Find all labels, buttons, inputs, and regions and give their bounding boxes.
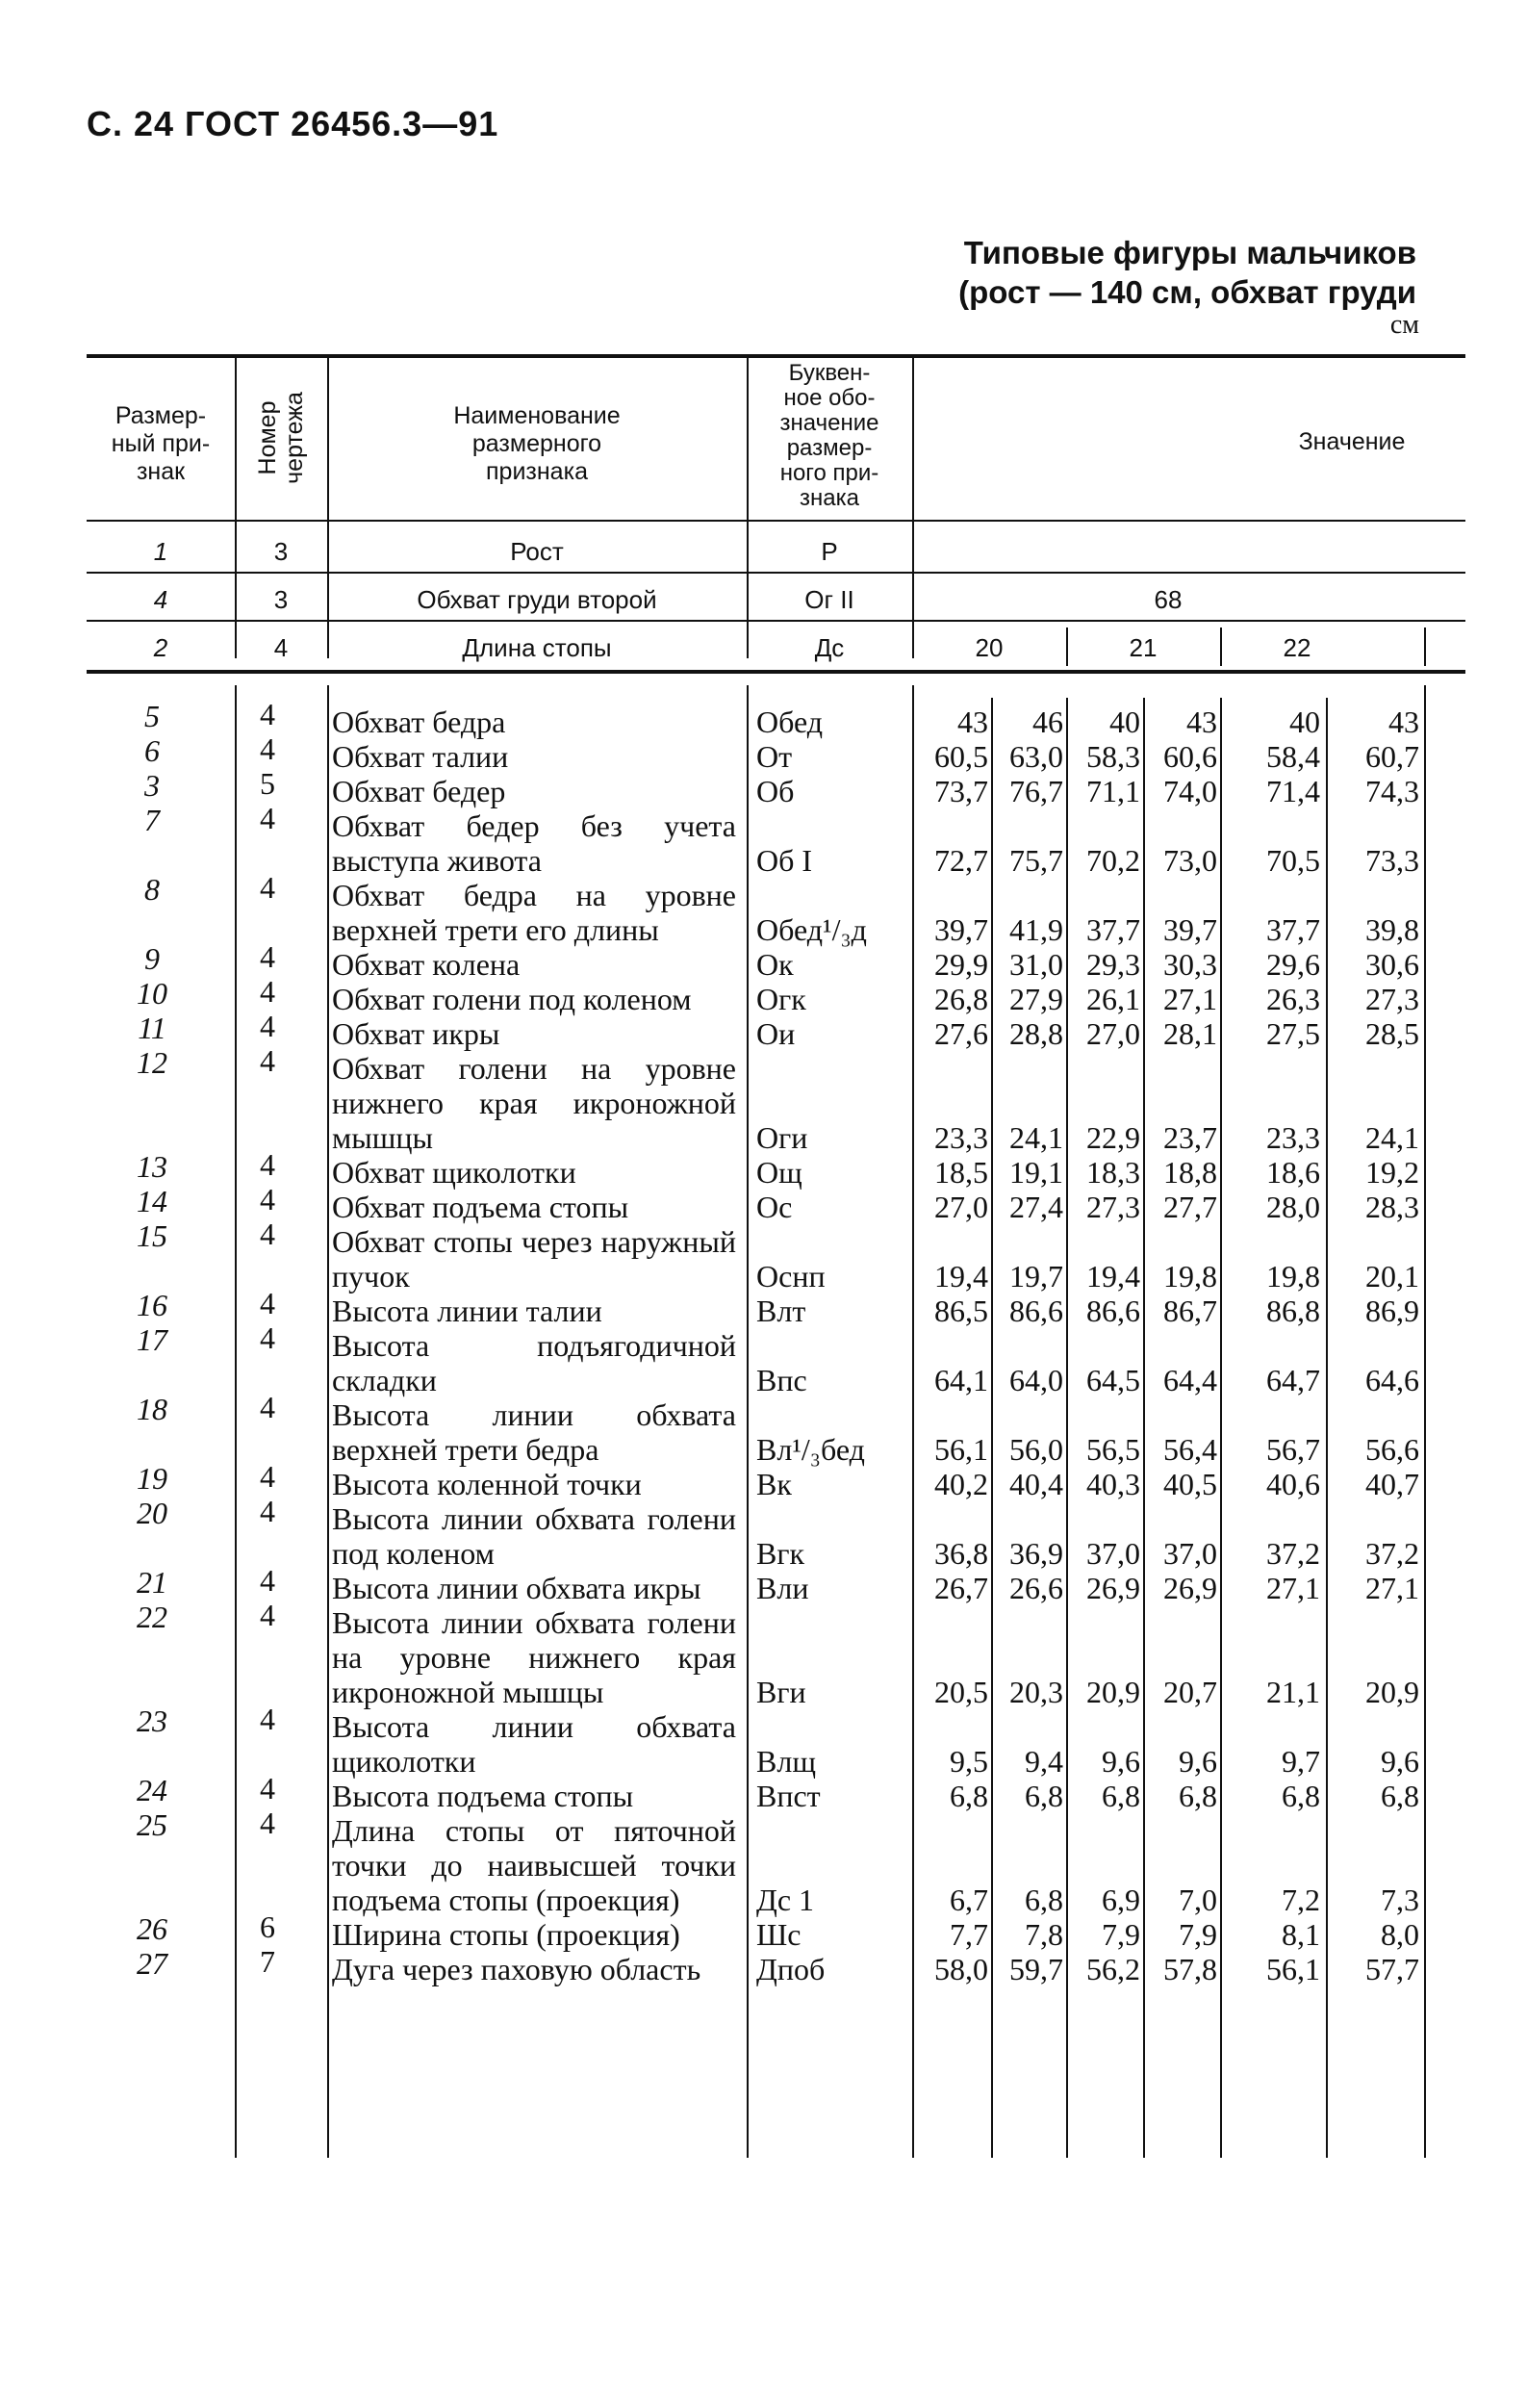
row-value: 9,6 (1102, 1744, 1140, 1779)
row-code: Вгк (756, 1536, 805, 1571)
row-number: 25 (137, 1807, 167, 1842)
row-number: 7 (144, 803, 160, 837)
row-value: 86,6 (1009, 1294, 1063, 1328)
row-value: 27,1 (1266, 1571, 1320, 1605)
row-number: 6 (144, 733, 160, 768)
row-value: 28,5 (1365, 1016, 1419, 1051)
row-drawing: 4 (260, 1702, 275, 1736)
row-value: 9,4 (1025, 1744, 1063, 1779)
body-divider (1424, 685, 1426, 2158)
row-name: Высота линии обхвата верхней трети бедра (332, 1397, 736, 1467)
row-name: Обхват бедра на уровне верхней трети его длины (332, 878, 736, 947)
row-value: 18,5 (934, 1155, 988, 1190)
row-value: 20,5 (934, 1675, 988, 1709)
row-value: 26,9 (1163, 1571, 1217, 1605)
row-value: 58,3 (1086, 739, 1140, 774)
param-value: 22 (1283, 633, 1311, 662)
row-code: Оги (756, 1120, 808, 1155)
row-value: 86,9 (1365, 1294, 1419, 1328)
row-code: Впс (756, 1363, 807, 1397)
row-drawing: 4 (260, 1459, 275, 1494)
row-value: 7,3 (1381, 1883, 1419, 1917)
row-value: 56,0 (1009, 1432, 1063, 1467)
table-caption (958, 233, 1416, 312)
row-number: 27 (137, 1946, 167, 1981)
row-value: 63,0 (1009, 739, 1063, 774)
row-name: Обхват бедер (332, 774, 506, 808)
row-value: 70,2 (1086, 843, 1140, 878)
row-code: Влщ (756, 1744, 816, 1779)
row-code: Об (756, 774, 795, 808)
row-value: 8,0 (1381, 1917, 1419, 1952)
row-number: 14 (137, 1184, 167, 1218)
row-value: 6,8 (1025, 1883, 1063, 1917)
row-value: 40,5 (1163, 1467, 1217, 1501)
param-number: 2 (153, 633, 168, 662)
row-value: 26,8 (934, 982, 988, 1016)
header-col-drawing (235, 361, 327, 515)
caption-line-2: (рост — 140 см, обхват груди (958, 274, 1416, 310)
row-number: 19 (137, 1461, 167, 1496)
row-value: 21,1 (1266, 1675, 1320, 1709)
row-value: 26,9 (1086, 1571, 1140, 1605)
row-value: 40 (1109, 704, 1140, 739)
row-value: 19,4 (934, 1259, 988, 1294)
row-value: 64,5 (1086, 1363, 1140, 1397)
param-code: Дс (814, 633, 845, 662)
param-drawing: 4 (273, 633, 289, 662)
row-drawing: 4 (260, 870, 275, 905)
row-value: 19,1 (1009, 1155, 1063, 1190)
row-value: 8,1 (1282, 1917, 1320, 1952)
row-value: 86,7 (1163, 1294, 1217, 1328)
row-drawing: 4 (260, 1147, 275, 1182)
row-value: 36,8 (934, 1536, 988, 1571)
row-value: 28,0 (1266, 1190, 1320, 1224)
row-value: 9,6 (1381, 1744, 1419, 1779)
row-number: 8 (144, 872, 160, 907)
row-value: 28,3 (1365, 1190, 1419, 1224)
row-code: Вл¹/₃бед (756, 1432, 865, 1467)
row-value: 86,5 (934, 1294, 988, 1328)
row-value: 60,6 (1163, 739, 1217, 774)
row-value: 9,7 (1282, 1744, 1320, 1779)
row-drawing: 4 (260, 1217, 275, 1251)
param-number: 1 (153, 537, 168, 566)
row-value: 27,6 (934, 1016, 988, 1051)
row-value: 19,7 (1009, 1259, 1063, 1294)
row-code: Ос (756, 1190, 793, 1224)
row-value: 64,0 (1009, 1363, 1063, 1397)
row-drawing: 4 (260, 974, 275, 1009)
row-value: 74,3 (1365, 774, 1419, 808)
row-code: Впст (756, 1779, 821, 1813)
row-drawing: 7 (260, 1944, 275, 1979)
row-value: 19,8 (1266, 1259, 1320, 1294)
row-value: 23,7 (1163, 1120, 1217, 1155)
row-value: 56,7 (1266, 1432, 1320, 1467)
row-value: 6,8 (1102, 1779, 1140, 1813)
header-final-rule (87, 670, 1465, 674)
row-value: 56,1 (1266, 1952, 1320, 1986)
row-number: 9 (144, 941, 160, 976)
row-value: 74,0 (1163, 774, 1217, 808)
row-code: Дс 1 (756, 1883, 815, 1917)
row-name: Высота линии талии (332, 1294, 602, 1328)
row-value: 6,8 (1025, 1779, 1063, 1813)
row-value: 27,9 (1009, 982, 1063, 1016)
row-drawing: 4 (260, 731, 275, 766)
row-drawing: 4 (260, 1806, 275, 1840)
row-number: 10 (137, 976, 167, 1011)
row-value: 40,6 (1266, 1467, 1320, 1501)
row-name: Высота линии обхвата голени под коленом (332, 1501, 736, 1571)
param-drawing: 3 (273, 585, 289, 614)
row-name: Высота подъема стопы (332, 1779, 634, 1813)
row-value: 29,9 (934, 947, 988, 982)
param-code: Р (821, 537, 838, 566)
row-number: 16 (137, 1288, 167, 1322)
row-value: 28,8 (1009, 1016, 1063, 1051)
row-value: 18,3 (1086, 1155, 1140, 1190)
row-value: 20,7 (1163, 1675, 1217, 1709)
row-value: 72,7 (934, 843, 988, 878)
row-number: 17 (137, 1322, 167, 1357)
header-col-drawing-label: Номер чертежа (254, 392, 308, 484)
row-drawing: 4 (260, 1390, 275, 1424)
row-value: 43 (1388, 704, 1419, 739)
param-number: 4 (153, 585, 168, 614)
row-code: Об I (756, 843, 813, 878)
header-col-value: Значение (1298, 428, 1406, 455)
row-code: Ои (756, 1016, 796, 1051)
body-divider (327, 685, 329, 2158)
row-value: 57,7 (1365, 1952, 1419, 1986)
row-value: 27,4 (1009, 1190, 1063, 1224)
row-value: 37,0 (1163, 1536, 1217, 1571)
row-value: 56,1 (934, 1432, 988, 1467)
header-col-name: Наименование размерного признака (453, 402, 621, 485)
row-drawing: 4 (260, 1009, 275, 1043)
body-divider (1143, 698, 1145, 2158)
row-value: 27,1 (1365, 1571, 1419, 1605)
row-value: 20,3 (1009, 1675, 1063, 1709)
row-value: 86,8 (1266, 1294, 1320, 1328)
row-value: 58,4 (1266, 739, 1320, 774)
row-value: 26,3 (1266, 982, 1320, 1016)
row-value: 39,7 (1163, 912, 1217, 947)
row-value: 9,6 (1179, 1744, 1217, 1779)
row-code: Влт (756, 1294, 806, 1328)
row-value: 23,3 (934, 1120, 988, 1155)
row-value: 31,0 (1009, 947, 1063, 982)
row-number: 18 (137, 1392, 167, 1426)
row-number: 20 (137, 1496, 167, 1530)
row-value: 20,9 (1086, 1675, 1140, 1709)
row-value: 37,2 (1365, 1536, 1419, 1571)
param-drawing: 3 (273, 537, 289, 566)
body-divider (991, 698, 993, 2158)
body-divider (1066, 698, 1068, 2158)
row-value: 56,6 (1365, 1432, 1419, 1467)
row-name: Обхват колена (332, 947, 521, 982)
row-value: 39,7 (934, 912, 988, 947)
row-drawing: 6 (260, 1909, 275, 1944)
row-name: Высота подъягодичной складки (332, 1328, 736, 1397)
row-value: 40,4 (1009, 1467, 1063, 1501)
row-value: 6,8 (1282, 1779, 1320, 1813)
row-value: 58,0 (934, 1952, 988, 1986)
row-value: 73,3 (1365, 843, 1419, 878)
row-value: 27,0 (934, 1190, 988, 1224)
row-value: 27,3 (1365, 982, 1419, 1016)
row-name: Обхват голени на уровне нижнего края икроножной мышцы (332, 1051, 736, 1155)
row-name: Высота линии обхвата голени на уровне нижнего края икроножной мышцы (332, 1605, 736, 1709)
header-bottom-rule (87, 520, 1465, 522)
row-name: Дуга через паховую область (332, 1952, 701, 1986)
row-code: Обед (756, 704, 824, 739)
row-code: Дпоб (756, 1952, 826, 1986)
row-value: 6,8 (1381, 1779, 1419, 1813)
row-drawing: 4 (260, 1320, 275, 1355)
row-value: 7,7 (950, 1917, 988, 1952)
row-value: 75,7 (1009, 843, 1063, 878)
row-value: 7,9 (1102, 1917, 1140, 1952)
row-code: Огк (756, 982, 806, 1016)
row-value: 70,5 (1266, 843, 1320, 878)
row-name: Обхват талии (332, 739, 509, 774)
row-name: Ширина стопы (проекция) (332, 1917, 680, 1952)
row-value: 24,1 (1365, 1120, 1419, 1155)
row-code: Вк (756, 1467, 792, 1501)
row-code: Вги (756, 1675, 806, 1709)
row-value: 27,7 (1163, 1190, 1217, 1224)
row-value: 30,3 (1163, 947, 1217, 982)
row-value: 64,1 (934, 1363, 988, 1397)
row-value: 56,2 (1086, 1952, 1140, 1986)
param-value-divider (1424, 628, 1426, 666)
header-col-number: Размер- ный при- знак (111, 402, 211, 485)
row-value: 6,7 (950, 1883, 988, 1917)
row-value: 30,6 (1365, 947, 1419, 982)
param-value: 20 (975, 633, 1004, 662)
row-name: Обхват подъема стопы (332, 1190, 629, 1224)
row-drawing: 4 (260, 1494, 275, 1528)
row-value: 37,7 (1086, 912, 1140, 947)
row-value: 20,1 (1365, 1259, 1419, 1294)
row-name: Высота линии обхвата икры (332, 1571, 701, 1605)
row-value: 7,2 (1282, 1883, 1320, 1917)
row-drawing: 4 (260, 1182, 275, 1217)
row-value: 71,4 (1266, 774, 1320, 808)
row-value: 6,9 (1102, 1883, 1140, 1917)
param-value: 68 (1154, 585, 1183, 614)
row-value: 64,7 (1266, 1363, 1320, 1397)
row-value: 60,5 (934, 739, 988, 774)
row-value: 26,7 (934, 1571, 988, 1605)
param-row-rule (87, 572, 1465, 574)
row-value: 27,1 (1163, 982, 1217, 1016)
row-value: 7,0 (1179, 1883, 1217, 1917)
row-value: 29,6 (1266, 947, 1320, 982)
body-divider (235, 685, 237, 2158)
row-value: 59,7 (1009, 1952, 1063, 1986)
row-drawing: 4 (260, 939, 275, 974)
row-value: 73,0 (1163, 843, 1217, 878)
row-number: 22 (137, 1600, 167, 1634)
row-drawing: 4 (260, 1563, 275, 1598)
body-divider (912, 685, 914, 2158)
row-value: 56,4 (1163, 1432, 1217, 1467)
row-number: 13 (137, 1149, 167, 1184)
row-value: 46 (1032, 704, 1063, 739)
row-name: Обхват щиколотки (332, 1155, 576, 1190)
row-number: 26 (137, 1911, 167, 1946)
row-drawing: 4 (260, 1286, 275, 1320)
row-value: 64,6 (1365, 1363, 1419, 1397)
row-value: 71,1 (1086, 774, 1140, 808)
row-name: Обхват стопы через наружный пучок (332, 1224, 736, 1294)
row-drawing: 4 (260, 697, 275, 731)
row-drawing: 4 (260, 1043, 275, 1078)
row-code: Ощ (756, 1155, 802, 1190)
row-value: 29,3 (1086, 947, 1140, 982)
row-value: 19,2 (1365, 1155, 1419, 1190)
row-code: Обед¹/₃д (756, 912, 867, 947)
caption-line-1: Типовые фигуры мальчиков (963, 235, 1416, 270)
row-value: 37,0 (1086, 1536, 1140, 1571)
row-drawing: 4 (260, 1598, 275, 1632)
row-value: 43 (957, 704, 988, 739)
row-code: Ок (756, 947, 794, 982)
param-name: Обхват груди второй (417, 585, 657, 614)
row-value: 23,3 (1266, 1120, 1320, 1155)
unit-label: см (1389, 310, 1419, 340)
row-value: 43 (1186, 704, 1217, 739)
row-name: Обхват икры (332, 1016, 500, 1051)
row-value: 56,5 (1086, 1432, 1140, 1467)
row-number: 11 (138, 1011, 166, 1045)
param-name: Рост (510, 537, 564, 566)
row-value: 6,8 (1179, 1779, 1217, 1813)
body-divider (747, 685, 749, 2158)
param-value-divider (1220, 628, 1222, 666)
row-code: Оснп (756, 1259, 826, 1294)
row-value: 40,3 (1086, 1467, 1140, 1501)
row-code: Шс (756, 1917, 802, 1952)
row-value: 40,2 (934, 1467, 988, 1501)
row-drawing: 4 (260, 801, 275, 835)
param-code: Ог II (804, 585, 854, 614)
row-value: 86,6 (1086, 1294, 1140, 1328)
row-number: 24 (137, 1773, 167, 1807)
row-value: 18,6 (1266, 1155, 1320, 1190)
row-code: Вли (756, 1571, 809, 1605)
row-value: 40 (1289, 704, 1320, 739)
row-name: Высота линии обхвата щиколотки (332, 1709, 736, 1779)
row-value: 27,3 (1086, 1190, 1140, 1224)
page-header: С. 24 ГОСТ 26456.3—91 (87, 104, 499, 143)
row-value: 37,2 (1266, 1536, 1320, 1571)
row-value: 18,8 (1163, 1155, 1217, 1190)
row-value: 40,7 (1365, 1467, 1419, 1501)
row-value: 19,8 (1163, 1259, 1217, 1294)
row-name: Обхват голени под коленом (332, 982, 692, 1016)
row-value: 6,8 (950, 1779, 988, 1813)
param-value: 21 (1129, 633, 1158, 662)
row-value: 9,5 (950, 1744, 988, 1779)
row-value: 27,0 (1086, 1016, 1140, 1051)
row-value: 73,7 (934, 774, 988, 808)
row-value: 27,5 (1266, 1016, 1320, 1051)
row-drawing: 5 (260, 766, 275, 801)
row-drawing: 4 (260, 1771, 275, 1806)
row-number: 3 (144, 768, 160, 803)
row-value: 7,9 (1179, 1917, 1217, 1952)
row-name: Длина стопы от пяточной точки до наивысшей точки подъема стопы (проекция) (332, 1813, 736, 1917)
row-value: 41,9 (1009, 912, 1063, 947)
param-name: Длина стопы (462, 633, 612, 662)
row-value: 28,1 (1163, 1016, 1217, 1051)
row-value: 57,8 (1163, 1952, 1217, 1986)
row-value: 39,8 (1365, 912, 1419, 947)
table-top-rule (87, 354, 1465, 358)
row-number: 12 (137, 1045, 167, 1080)
param-value-divider (1066, 628, 1068, 666)
row-name: Обхват бедер без учета выступа живота (332, 808, 736, 878)
header-col-code: Буквен- ное обо- значение размер- ного при- знака (779, 360, 879, 511)
row-value: 60,7 (1365, 739, 1419, 774)
row-value: 7,8 (1025, 1917, 1063, 1952)
row-value: 22,9 (1086, 1120, 1140, 1155)
row-value: 19,4 (1086, 1259, 1140, 1294)
row-value: 64,4 (1163, 1363, 1217, 1397)
row-number: 23 (137, 1704, 167, 1738)
row-number: 21 (137, 1565, 167, 1600)
row-value: 37,7 (1266, 912, 1320, 947)
row-number: 5 (144, 699, 160, 733)
row-value: 36,9 (1009, 1536, 1063, 1571)
row-value: 26,1 (1086, 982, 1140, 1016)
body-divider (1326, 698, 1328, 2158)
param-row-rule (87, 620, 1465, 622)
body-divider (1220, 698, 1222, 2158)
row-value: 24,1 (1009, 1120, 1063, 1155)
row-code: От (756, 739, 793, 774)
row-value: 76,7 (1009, 774, 1063, 808)
row-number: 15 (137, 1218, 167, 1253)
row-value: 20,9 (1365, 1675, 1419, 1709)
row-value: 26,6 (1009, 1571, 1063, 1605)
row-name: Обхват бедра (332, 704, 506, 739)
row-name: Высота коленной точки (332, 1467, 642, 1501)
